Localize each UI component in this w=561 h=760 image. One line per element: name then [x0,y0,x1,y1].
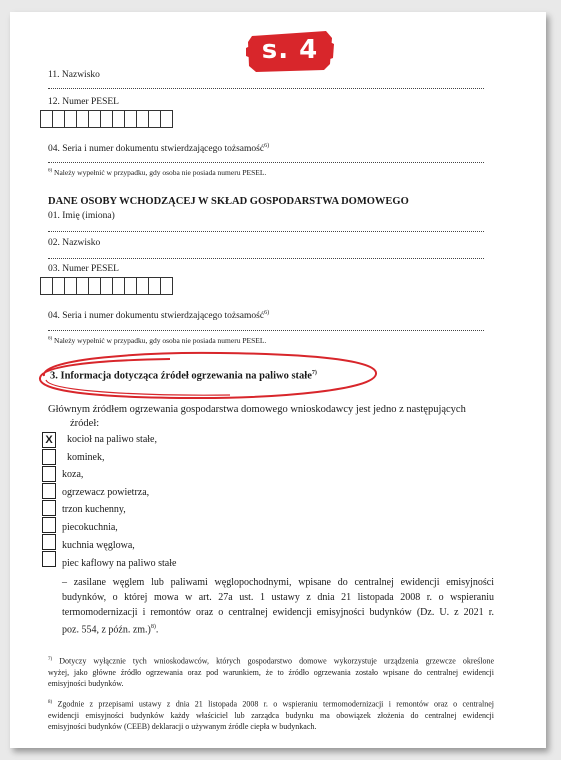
checkbox-trzon[interactable] [42,500,56,516]
option-ogrzewacz: ogrzewacz powietrza, [62,487,150,498]
household-heading: DANE OSOBY WCHODZĄCEJ W SKŁAD GOSPODARSTWA DOMOWEGO [48,196,409,207]
checkbox-koza[interactable] [42,466,56,482]
footnote-7: $^{7)}$ Dotyczy wyłącznie tych wnioskodawców, których gospodarstwo domowe wykorzystuje urządzenia grzewcze określone wyżej, jako główne źródło ogrzewania oraz pod warunkiem, że to źródło ogrzewania zostało wpisane do centralnej ewidencji emisyjności budynków. [48,656,494,688]
checkbox-piec-kaflowy[interactable] [42,551,56,567]
checkbox-kociol[interactable]: X [42,432,56,448]
footnote-8: $^{8)}$ Zgodnie z przepisami ustawy z dnia 21 listopada 2008 r. o wspieraniu termomodernizacji i remontów oraz o centralnej ewidencji emisyjności budynków każdy właściciel lub zarządca budynku ma obowiązek złożenia do centralnej ewidencji emisyjności budynków (CEEB) deklaracji o używanym źródle ciepła w budynkach. [48,699,495,731]
doc-label-1: 04. Seria i numer dokumentu stwierdzającego tożsamość$^{6)}$ [48,143,270,155]
doc-field-2[interactable] [48,330,484,331]
surname-field-2[interactable] [48,258,484,259]
heating-paragraph [62,575,494,637]
doc-label-2: 04. Seria i numer dokumentu stwierdzającego tożsamość$^{6)}$ [48,310,270,322]
form-page [10,12,546,748]
option-kociol: kocioł na paliwo stałe, [67,434,157,445]
name-label-2: 01. Imię (imiona) [48,211,115,221]
section-3-title: 3. Informacja dotycząca źródeł ogrzewania na paliwo stałe$^{7)}$ [50,370,317,382]
checkbox-piecokuchnia[interactable] [42,517,56,533]
paragraph-line-2: budynków, o której mowa w art. 27a ust. 1 ustawy z dnia 21 listopada 2008 r. o wspieraniu [62,592,494,603]
paragraph-line-3: termomodernizacji i remontów oraz o centralnej ewidencji emisyjności budynków (Dz. U. z 2021 r. [62,607,494,618]
page-badge [246,28,334,74]
option-trzon: trzon kuchenny, [62,504,126,515]
surname-field-1[interactable] [48,88,484,89]
paragraph-line-1: – zasilane węglem lub paliwami węglopochodnymi, wpisane do centralnej ewidencji emisyjności [62,577,494,588]
name-field-2[interactable] [48,231,484,232]
surname-label-2: 02. Nazwisko [48,238,101,248]
pesel-label-2: 03. Numer PESEL [48,264,119,274]
option-piecokuchnia: piecokuchnia, [62,522,118,533]
pesel-label-1: 12. Numer PESEL [48,97,119,107]
footnote-6-first: $^{6)}$ Należy wypełnić w przypadku, gdy osoba nie posiada numeru PESEL. [48,168,267,177]
option-kominek: kominek, [67,452,105,463]
paragraph-line-4: poz. 554, z późn. zm.)$^{8)}$. [62,624,159,636]
pesel-boxes-2[interactable] [40,277,172,295]
option-kuchnia: kuchnia węglowa, [62,540,135,551]
heating-intro-line-2: źródeł: [70,418,100,429]
option-koza: koza, [62,469,84,480]
surname-label-1: 11. Nazwisko [48,70,100,80]
checkbox-kominek[interactable] [42,449,56,465]
checkbox-ogrzewacz[interactable] [42,483,56,499]
pesel-boxes-1[interactable] [40,110,172,128]
doc-field-1[interactable] [48,162,484,163]
checkbox-kuchnia[interactable] [42,534,56,550]
footnote-6-second: $^{6)}$ Należy wypełnić w przypadku, gdy osoba nie posiada numeru PESEL. [48,336,267,345]
option-piec-kaflowy: piec kaflowy na paliwo stałe [62,558,177,569]
heating-intro-line-1: Głównym źródłem ogrzewania gospodarstwa domowego wnioskodawcy jest jedno z następujących [48,404,466,415]
badge-label: s. 4 [261,35,319,65]
